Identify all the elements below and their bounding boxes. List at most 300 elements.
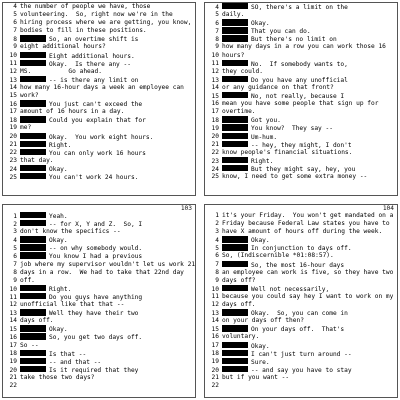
redaction-bar <box>222 157 248 163</box>
redaction-bar <box>20 244 46 250</box>
redaction-bar <box>222 285 248 291</box>
line-number: 21 <box>211 373 219 381</box>
redaction-bar <box>222 92 248 98</box>
line-text: Could you explain that for <box>49 117 146 125</box>
redaction-bar <box>222 133 248 139</box>
line-text: daily. <box>222 11 245 19</box>
line-number: 21 <box>9 373 17 381</box>
line-number: 25 <box>9 173 17 181</box>
transcript-line <box>205 27 397 35</box>
line-text: work? <box>20 92 39 100</box>
line-text: MS. Go ahead. <box>20 67 102 75</box>
transcript-line <box>205 228 397 236</box>
line-text: Okay. Is there any -- <box>49 60 131 68</box>
line-text: Um-hum. <box>251 133 278 141</box>
transcript-page-104 <box>204 204 398 398</box>
line-text: On your days off. That's <box>251 326 345 334</box>
line-number: 8 <box>215 36 219 44</box>
transcript-line <box>3 35 195 43</box>
line-text: -- and that -- <box>49 358 102 366</box>
line-text: -- and say you have to stay <box>251 366 352 374</box>
transcript-line <box>3 3 195 11</box>
line-number: 22 <box>211 148 219 156</box>
redaction-bar <box>222 19 248 25</box>
redaction-bar <box>20 133 46 139</box>
line-number: 24 <box>9 165 17 173</box>
transcript-line <box>3 244 195 252</box>
line-text: how many 16-hour days a week an employee can <box>20 83 184 91</box>
line-text: days in a row. We had to take that 22nd day <box>20 268 184 276</box>
line-text: -- hey, they might, I don't <box>251 141 352 149</box>
transcript-line <box>205 309 397 317</box>
line-number: 4 <box>215 3 219 11</box>
transcript-line <box>3 342 195 350</box>
line-text: Okay. <box>251 19 270 27</box>
line-number: 17 <box>211 342 219 350</box>
line-number: 6 <box>215 19 219 27</box>
transcript-line <box>205 301 397 309</box>
line-number: 23 <box>9 156 17 164</box>
redaction-bar <box>20 325 46 331</box>
line-number: 4 <box>13 237 17 245</box>
line-text: Okay. <box>49 326 68 334</box>
line-number: 15 <box>9 92 17 100</box>
line-number: 9 <box>13 43 17 51</box>
redaction-bar <box>20 76 46 82</box>
transcript-line <box>205 269 397 277</box>
line-number: 4 <box>13 3 17 10</box>
line-number: 19 <box>9 124 17 132</box>
line-number: 22 <box>211 381 219 389</box>
redaction-bar <box>20 285 46 291</box>
line-text: So -- <box>20 341 39 349</box>
transcript-line <box>3 325 195 333</box>
line-number: 7 <box>13 260 17 268</box>
line-number: 13 <box>211 76 219 84</box>
line-text: don't know the specifics -- <box>20 228 121 236</box>
transcript-page-top-right <box>204 2 398 196</box>
transcript-page-103 <box>2 204 196 398</box>
line-number: 11 <box>211 60 219 68</box>
transcript-line <box>3 133 195 141</box>
line-text: the number of people we have, those <box>20 3 151 10</box>
line-text: eight additional hours? <box>20 43 106 51</box>
line-number: 8 <box>13 36 17 44</box>
transcript-line <box>205 366 397 374</box>
transcript-line <box>205 350 397 358</box>
line-number: 15 <box>211 326 219 334</box>
transcript-line <box>205 261 397 269</box>
redaction-bar <box>222 358 248 364</box>
transcript-line <box>205 220 397 228</box>
line-text: Okay. You work eight hours. <box>49 133 154 141</box>
transcript-line <box>3 228 195 236</box>
line-text: You can't work 24 hours. <box>49 173 139 181</box>
line-text: Okay. <box>49 237 68 245</box>
line-text: -- is there any limit on <box>49 76 139 84</box>
transcript-page-top-left <box>2 2 196 196</box>
line-number: 4 <box>215 237 219 245</box>
line-number: 5 <box>13 245 17 253</box>
line-text: that day. <box>20 156 54 164</box>
line-number: 7 <box>215 261 219 269</box>
line-text: days off. <box>222 301 256 309</box>
transcript-line <box>205 52 397 60</box>
transcript-line <box>205 149 397 157</box>
transcript-line <box>3 92 195 100</box>
transcript-line <box>3 165 195 173</box>
line-text: voluntary. <box>222 333 260 341</box>
redaction-bar <box>20 350 46 356</box>
line-number: 7 <box>13 27 17 35</box>
line-number: 12 <box>9 301 17 309</box>
line-number: 6 <box>13 253 17 261</box>
line-text: Do you have any unofficial <box>251 76 348 84</box>
line-text: No, not really, because I <box>251 92 345 100</box>
transcript-line <box>3 269 195 277</box>
transcript-line <box>3 43 195 51</box>
redaction-bar <box>20 220 46 226</box>
transcript-line <box>205 124 397 132</box>
redaction-bar <box>20 212 46 218</box>
line-text: but if you want -- <box>222 373 290 381</box>
transcript-line <box>3 68 195 76</box>
transcript-line <box>205 11 397 19</box>
transcript-line <box>3 220 195 228</box>
line-number: 21 <box>211 141 219 149</box>
line-number: 20 <box>9 366 17 374</box>
line-number: 18 <box>211 117 219 125</box>
transcript-line <box>3 141 195 149</box>
transcript-line <box>205 60 397 68</box>
line-number: 17 <box>9 341 17 349</box>
transcript-line <box>205 108 397 116</box>
line-number: 19 <box>9 358 17 366</box>
line-text: -- on why somebody would. <box>49 245 143 253</box>
line-text: mean you have some people that sign up for <box>222 100 379 108</box>
line-text: Do you guys have anything <box>49 293 143 301</box>
redaction-bar <box>222 165 248 171</box>
line-number: 7 <box>215 28 219 36</box>
transcript-line <box>3 60 195 68</box>
transcript-line <box>3 358 195 366</box>
line-number: 18 <box>211 350 219 358</box>
transcript-line <box>205 76 397 84</box>
line-text: Yeah. <box>49 212 68 220</box>
line-number: 1 <box>13 212 17 220</box>
line-number: 5 <box>13 11 17 19</box>
line-text: Sure. <box>251 358 270 366</box>
transcript-line <box>205 293 397 301</box>
line-number: 5 <box>215 245 219 253</box>
redaction-bar <box>222 244 248 250</box>
line-text: Well not necessarily, <box>251 285 330 293</box>
redaction-bar <box>222 325 248 331</box>
redaction-bar <box>20 116 46 122</box>
line-number: 23 <box>211 157 219 165</box>
redaction-bar <box>222 35 248 41</box>
transcript-line <box>205 333 397 341</box>
transcript-line <box>3 350 195 358</box>
redaction-bar <box>20 366 46 372</box>
line-number: 3 <box>215 228 219 236</box>
transcript-line <box>3 317 195 325</box>
transcript-line <box>3 157 195 165</box>
transcript-line <box>3 252 195 260</box>
line-number: 22 <box>9 381 17 389</box>
line-text: Got you. <box>251 117 281 125</box>
transcript-line <box>205 68 397 76</box>
line-number: 9 <box>13 276 17 284</box>
line-text: Eight additional hours. <box>49 52 135 60</box>
transcript-line <box>3 277 195 285</box>
redaction-bar <box>20 252 46 258</box>
line-number: 6 <box>215 252 219 260</box>
transcript-line <box>3 301 195 309</box>
line-text: Right. <box>49 285 72 293</box>
line-text: Right. <box>49 141 72 149</box>
transcript-line <box>205 212 397 220</box>
line-text: an employee can work is five, so they have two <box>222 268 394 276</box>
transcript-line <box>3 84 195 92</box>
line-text: You know? They say -- <box>251 125 333 133</box>
transcript-line <box>3 374 195 382</box>
transcript-line <box>3 285 195 293</box>
transcript-line <box>205 35 397 43</box>
transcript-line <box>205 252 397 260</box>
line-text: Well they have their two <box>49 309 139 317</box>
line-text: bodies to fill in these positions. <box>20 27 147 35</box>
line-number: 2 <box>215 220 219 228</box>
transcript-line <box>205 3 397 11</box>
transcript-line <box>3 52 195 60</box>
line-number: 19 <box>211 125 219 133</box>
line-number: 9 <box>215 276 219 284</box>
redaction-bar <box>20 173 46 179</box>
transcript-line <box>205 133 397 141</box>
line-number: 11 <box>9 60 17 68</box>
transcript-line <box>205 285 397 293</box>
transcript-line <box>205 43 397 51</box>
transcript-line <box>3 293 195 301</box>
line-number: 11 <box>211 292 219 300</box>
line-text: know people's financial situations. <box>222 148 353 156</box>
line-text: unofficial like that that -- <box>20 301 125 309</box>
line-text: I can't just turn around -- <box>251 350 352 358</box>
line-number: 11 <box>9 293 17 301</box>
line-number: 17 <box>9 108 17 116</box>
line-number: 16 <box>9 100 17 108</box>
line-number: 9 <box>215 43 219 51</box>
line-text: But there's no limit on <box>251 36 337 44</box>
redaction-bar <box>20 100 46 106</box>
line-text: In conjunction to days off. <box>251 245 352 253</box>
line-number: 10 <box>211 285 219 293</box>
redaction-bar <box>20 149 46 155</box>
transcript-line <box>205 236 397 244</box>
line-number: 20 <box>9 133 17 141</box>
line-text: they could. <box>222 67 263 75</box>
line-text: me? <box>20 124 32 132</box>
redaction-bar <box>20 333 46 339</box>
line-number: 14 <box>211 83 219 91</box>
redaction-bar <box>222 124 248 130</box>
transcript-line <box>3 76 195 84</box>
redaction-bar <box>20 60 46 66</box>
line-text: So, the most 16-hour days <box>251 261 345 269</box>
transcript-line <box>3 116 195 124</box>
line-text: So, (Indiscernible *01:08:57). <box>222 252 334 260</box>
line-number: 12 <box>9 67 17 75</box>
line-text: Is that -- <box>49 350 87 358</box>
line-number: 10 <box>9 52 17 60</box>
line-text: because you could say hey I want to work on my <box>222 292 394 300</box>
line-text: know, I need to get some extra money -- <box>222 172 368 180</box>
transcript-line <box>205 325 397 333</box>
line-number: 13 <box>211 309 219 317</box>
transcript-line <box>205 19 397 27</box>
transcript-line <box>3 212 195 220</box>
line-number: 15 <box>211 92 219 100</box>
transcript-line <box>3 149 195 157</box>
line-text: it's your Friday. You won't get mandated on a <box>222 212 394 219</box>
line-text: You can only work 16 hours <box>49 149 146 157</box>
transcript-line <box>3 382 195 390</box>
line-text: No. If somebody wants to, <box>251 60 348 68</box>
redaction-bar <box>222 309 248 315</box>
transcript-line <box>205 84 397 92</box>
line-text: days off. <box>20 317 54 325</box>
transcript-line <box>3 173 195 181</box>
transcript-line <box>205 244 397 252</box>
line-number: 14 <box>211 317 219 325</box>
transcript-line <box>205 277 397 285</box>
transcript-line <box>205 317 397 325</box>
transcript-line <box>3 236 195 244</box>
transcript-line <box>205 157 397 165</box>
line-number: 14 <box>9 317 17 325</box>
line-number: 24 <box>211 165 219 173</box>
line-number: 5 <box>215 11 219 19</box>
line-text: on your days off then? <box>222 317 304 325</box>
line-text: -- for X, Y and Z. So, I <box>49 220 143 228</box>
transcript-line <box>3 333 195 341</box>
line-number: 8 <box>13 268 17 276</box>
line-text: or any guidance on that front? <box>222 83 334 91</box>
redaction-bar <box>20 236 46 242</box>
line-text: overtime. <box>222 108 256 116</box>
line-number: 14 <box>9 83 17 91</box>
transcript-line <box>205 116 397 124</box>
redaction-bar <box>20 52 46 58</box>
redaction-bar <box>20 358 46 364</box>
line-number: 12 <box>211 67 219 75</box>
page-number: 104 <box>382 205 394 212</box>
line-text: Is it required that they <box>49 366 139 374</box>
redaction-bar <box>222 76 248 82</box>
redaction-bar <box>222 261 248 267</box>
page-number: 103 <box>180 205 192 212</box>
line-text: hours? <box>222 51 245 59</box>
line-text: Okay. <box>251 342 270 350</box>
transcript-line <box>205 165 397 173</box>
line-number: 16 <box>211 333 219 341</box>
line-text: hiring process where we are getting, you know, <box>20 19 192 27</box>
redaction-bar <box>222 116 248 122</box>
transcript-line <box>3 309 195 317</box>
redaction-bar <box>222 3 248 9</box>
line-number: 13 <box>9 309 17 317</box>
transcript-line <box>3 366 195 374</box>
line-number: 3 <box>13 228 17 236</box>
line-text: But they might say, hey, you <box>251 165 356 173</box>
redaction-bar <box>20 35 46 41</box>
line-number: 25 <box>211 172 219 180</box>
line-number: 17 <box>211 108 219 116</box>
line-text: off. <box>20 276 35 284</box>
line-number: 16 <box>211 100 219 108</box>
line-text: You just can't exceed the <box>49 100 143 108</box>
line-number: 10 <box>9 285 17 293</box>
redaction-bar <box>222 236 248 242</box>
line-text: Okay. <box>251 237 270 245</box>
redaction-bar <box>20 309 46 315</box>
transcript-line <box>3 100 195 108</box>
transcript-line <box>205 358 397 366</box>
transcript-line <box>3 261 195 269</box>
line-number: 21 <box>9 141 17 149</box>
line-text: how many days in a row you can work those 16 <box>222 43 386 51</box>
line-text: So, you get two days off. <box>49 334 143 342</box>
line-text: Okay. <box>49 165 68 173</box>
line-number: 18 <box>9 117 17 125</box>
line-text: take those two days? <box>20 373 95 381</box>
redaction-bar <box>222 342 248 348</box>
redaction-bar <box>222 350 248 356</box>
transcript-line <box>205 342 397 350</box>
line-text: job where my supervisor wouldn't let us work 21 <box>20 260 196 268</box>
line-text: have X amount of hours off during the week. <box>222 228 383 236</box>
line-number: 18 <box>9 350 17 358</box>
redaction-bar <box>222 141 248 147</box>
transcript-line <box>3 108 195 116</box>
line-text: Friday because Federal Law states you have to <box>222 220 390 228</box>
transcript-line <box>205 382 397 390</box>
line-text: So, an overtime shift is <box>49 36 139 44</box>
line-text: Okay. So, you can come in <box>251 309 348 317</box>
transcript-line <box>205 92 397 100</box>
line-number: 8 <box>215 268 219 276</box>
redaction-bar <box>20 165 46 171</box>
line-text: volunteering. So, right now we're in the <box>20 11 173 19</box>
line-number: 13 <box>9 76 17 84</box>
line-number: 20 <box>211 366 219 374</box>
transcript-line <box>3 124 195 132</box>
line-number: 19 <box>211 358 219 366</box>
line-number: 15 <box>9 326 17 334</box>
line-text: days off? <box>222 276 256 284</box>
line-number: 22 <box>9 149 17 157</box>
line-text: Right. <box>251 157 274 165</box>
transcript-line <box>3 19 195 27</box>
line-number: 12 <box>211 301 219 309</box>
line-number: 2 <box>13 220 17 228</box>
transcript-line <box>3 11 195 19</box>
transcript-line <box>205 141 397 149</box>
line-number: 6 <box>13 19 17 27</box>
transcript-line <box>205 173 397 181</box>
line-text: SO, there's a limit on the <box>251 3 348 11</box>
